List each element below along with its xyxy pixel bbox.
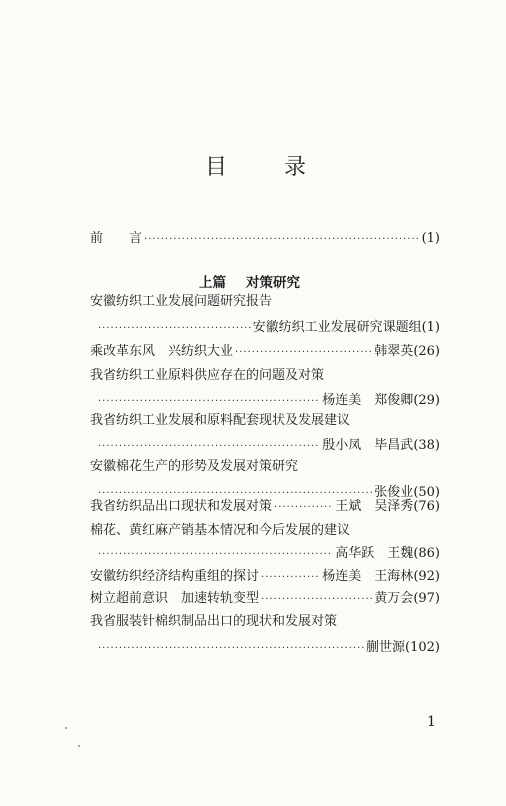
entry-page: (26) — [413, 344, 440, 359]
entry-author: 高华跃 王魏 — [335, 546, 414, 561]
section-part: 上篇 — [199, 275, 226, 291]
dot-leader — [98, 319, 251, 339]
toc-entry[interactable] — [90, 567, 440, 587]
dot-leader — [98, 639, 364, 659]
entry-page: (102) — [405, 640, 440, 655]
entry-author: 殷小凤 毕昌武 — [322, 438, 414, 453]
toc-entry-title[interactable]: 我省纺织工业原料供应存在的问题及对策 — [90, 368, 325, 383]
entry-page: (29) — [413, 393, 440, 408]
toc-entry-author-line — [96, 436, 440, 456]
toc-entry-title[interactable]: 我省纺织工业发展和原料配套现状及发展建议 — [90, 413, 351, 428]
scan-speck — [78, 745, 80, 747]
section-name: 对策研究 — [246, 275, 300, 291]
toc-entry-author-line — [96, 318, 440, 338]
toc-entry-title[interactable]: 我省服装针棉织制品出口的现状和发展对策 — [90, 614, 338, 629]
entry-author: 杨连美 郑俊卿 — [322, 393, 414, 408]
toc-entry-author-line — [96, 391, 440, 411]
toc-entry-title[interactable]: 棉花、黄红麻产销基本情况和今后发展的建议 — [90, 523, 351, 538]
dot-leader — [98, 437, 320, 457]
title-char-2: 录 — [284, 155, 309, 180]
preface-label-b: 言 — [129, 231, 143, 246]
dot-leader — [98, 392, 320, 412]
entry-page: (1) — [421, 231, 440, 246]
entry-title: 树立超前意识 加速转轨变型 — [90, 591, 260, 606]
entry-author: 韩翠英 — [374, 344, 414, 359]
scan-speck — [65, 727, 67, 729]
entry-page: (97) — [413, 591, 440, 606]
entry-title: 我省纺织品出口现状和发展对策 — [90, 499, 273, 514]
toc-entry-preface[interactable] — [90, 229, 440, 249]
entry-page: (76) — [413, 499, 440, 514]
entry-title: 安徽纺织经济结构重组的探讨 — [90, 569, 260, 584]
entry-page: (1) — [421, 320, 440, 335]
page-number: 1 — [427, 714, 436, 730]
toc-entry-title[interactable]: 安徽纺织工业发展问题研究报告 — [90, 294, 273, 309]
dot-leader — [274, 498, 333, 518]
dot-leader — [144, 230, 420, 250]
entry-author: 蒯世源 — [366, 640, 406, 655]
entry-author: 黄万会 — [374, 591, 414, 606]
dot-leader — [261, 568, 320, 588]
entry-page: (50) — [413, 485, 440, 500]
dot-leader — [235, 343, 372, 363]
entry-author: 安徽纺织工业发展研究课题组 — [252, 320, 422, 335]
entry-title: 乘改革东风 兴纺织大业 — [90, 344, 234, 359]
dot-leader — [98, 545, 333, 565]
preface-label-a: 前 — [90, 231, 104, 246]
toc-entry-author-line — [96, 544, 440, 564]
entry-page: (92) — [413, 569, 440, 584]
toc-entry-title[interactable]: 安徽棉花生产的形势及发展对策研究 — [90, 459, 299, 474]
toc-entry[interactable] — [90, 342, 440, 362]
toc-entry[interactable] — [90, 589, 440, 609]
entry-page: (86) — [413, 546, 440, 561]
entry-author: 杨连美 王海林 — [322, 569, 414, 584]
toc-entry-author-line — [96, 638, 440, 658]
entry-author: 张俊业 — [374, 485, 414, 500]
section-heading — [199, 271, 300, 291]
dot-leader — [261, 590, 372, 610]
entry-page: (38) — [413, 438, 440, 453]
title-char-1: 目 — [205, 155, 230, 180]
toc-entry[interactable] — [90, 497, 440, 517]
entry-author: 王斌 吴泽秀 — [335, 499, 414, 514]
